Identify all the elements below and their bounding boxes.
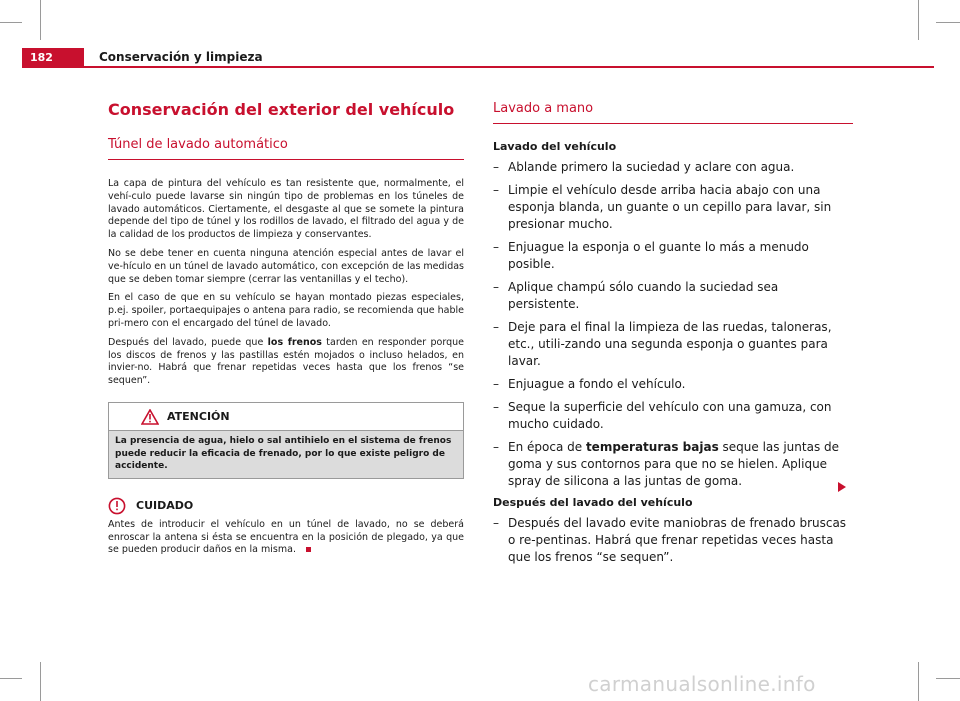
text-run: En época de bbox=[508, 440, 586, 454]
left-column bbox=[108, 100, 464, 557]
list-item-text: Limpie el vehículo desde arriba hacia abajo con una esponja blanda, un guante o un cepillo para lavar, sin presionar mucho. bbox=[508, 183, 832, 231]
caution-text bbox=[108, 519, 464, 557]
list-item bbox=[493, 376, 853, 393]
list-item-text: Deje para el final la limpieza de las ruedas, taloneras, etc., utili-zando una segunda esponja o guantes para lavar. bbox=[508, 320, 832, 368]
list-item bbox=[493, 279, 853, 313]
list-item-text: Enjuague la esponja o el guante lo más a menudo posible. bbox=[508, 240, 809, 271]
list-item-text: Enjuague a fondo el vehículo. bbox=[508, 377, 686, 391]
watermark: carmanualsonline.info bbox=[588, 672, 816, 696]
instruction-list bbox=[493, 159, 853, 490]
section-heading: Lavado a mano bbox=[493, 100, 853, 124]
list-item bbox=[493, 182, 853, 233]
warning-triangle-icon bbox=[141, 409, 159, 425]
warning-text: La presencia de agua, hielo o sal antihielo en el sistema de frenos puede reducir la eficacia de frenado, por lo que existe peligro de accidente. bbox=[109, 431, 463, 478]
paragraph: No se debe tener en cuenta ninguna atención especial antes de lavar el ve-hículo en un túnel de lavado automático, con excepción de las medidas que se deben tomar siempre (cerrar las ventanillas y el techo). bbox=[108, 247, 464, 285]
crop-mark bbox=[0, 22, 22, 23]
text-run: tarden en responder porque los discos de frenos y las pastillas estén mojados o incluso helados, en invier-no. Habrá que frenar repetidas veces hasta que los frenos “se sequen”. bbox=[108, 336, 464, 387]
list-item-text: Ablande primero la suciedad y aclare con agua. bbox=[508, 160, 795, 174]
list-item bbox=[493, 239, 853, 273]
crop-mark bbox=[0, 678, 22, 679]
paragraph: En el caso de que en su vehículo se hayan montado piezas especiales, p.ej. spoiler, portaequipajes o antena para radio, se recomienda que hable pri-mero con el encargado del túnel de lavado. bbox=[108, 292, 464, 329]
caution-text-run: Antes de introducir el vehículo en un túnel de lavado, no se deberá enroscar la antena si ésta se encuentra en la posición de plegado, ya que se pueden producir daños en la misma. bbox=[108, 518, 464, 556]
sub-heading: Después del lavado del vehículo bbox=[493, 496, 693, 509]
dash-bullet: – bbox=[493, 160, 499, 174]
list-item bbox=[493, 159, 853, 176]
crop-mark bbox=[918, 0, 919, 40]
instruction-list bbox=[493, 515, 853, 566]
text-run: seque las juntas de goma y sus contornos para que no se hielen. Aplique spray de silicona a las juntas de goma. bbox=[508, 440, 840, 488]
caution-title: CUIDADO bbox=[136, 499, 194, 513]
warning-box bbox=[108, 402, 464, 479]
warning-title: ATENCIÓN bbox=[167, 410, 230, 424]
dash-bullet: – bbox=[493, 400, 499, 414]
dash-bullet: – bbox=[493, 280, 499, 294]
header-rule bbox=[22, 66, 934, 68]
page-number: 182 bbox=[22, 48, 84, 68]
list-item bbox=[493, 439, 853, 490]
list-item-text: Después del lavado evite maniobras de frenado bruscas o re-pentinas. Habrá que frenar repetidas veces hasta que los frenos “se sequen”. bbox=[508, 516, 847, 564]
list-item-text: Aplique champú sólo cuando la suciedad sea persistente. bbox=[508, 280, 779, 311]
crop-mark bbox=[918, 662, 919, 701]
dash-bullet: – bbox=[493, 183, 499, 197]
list-item bbox=[493, 515, 853, 566]
crop-mark bbox=[40, 662, 41, 701]
crop-mark bbox=[936, 22, 960, 23]
paragraph: La capa de pintura del vehículo es tan resistente que, normalmente, el vehí-culo puede lavarse sin ningún tipo de problemas en los túneles de lavado automáticos. Ciertamente, el desgaste al que se somete la pintura depende del tipo de túnel y los rodillos de lavado, el filtrado del agua y de la calidad de los productos de limpieza y conservantes. bbox=[108, 178, 464, 241]
emphasis: los frenos bbox=[267, 336, 322, 348]
warning-header bbox=[109, 403, 463, 431]
dash-bullet: – bbox=[493, 377, 499, 391]
paragraph-brakes bbox=[108, 337, 464, 388]
caution-header bbox=[108, 497, 464, 515]
text-run: Después del lavado, puede que bbox=[108, 336, 268, 348]
running-header: Conservación y limpieza bbox=[99, 50, 263, 64]
dash-bullet: – bbox=[493, 440, 499, 454]
list-item-text: Seque la superficie del vehículo con una gamuza, con mucho cuidado. bbox=[508, 400, 832, 431]
caution-circle-icon bbox=[108, 497, 126, 515]
section-heading: Túnel de lavado automático bbox=[108, 136, 464, 160]
page-title: Conservación del exterior del vehículo bbox=[108, 100, 455, 119]
continue-arrow-icon bbox=[838, 482, 846, 492]
end-of-section-marker bbox=[306, 547, 311, 552]
emphasis: temperaturas bajas bbox=[585, 440, 719, 454]
crop-mark bbox=[40, 0, 41, 40]
list-item bbox=[493, 319, 853, 370]
dash-bullet: – bbox=[493, 320, 499, 334]
dash-bullet: – bbox=[493, 516, 499, 530]
dash-bullet: – bbox=[493, 240, 499, 254]
sub-heading: Lavado del vehículo bbox=[493, 140, 617, 153]
right-column bbox=[493, 100, 853, 572]
list-item bbox=[493, 399, 853, 433]
crop-mark bbox=[936, 678, 960, 679]
